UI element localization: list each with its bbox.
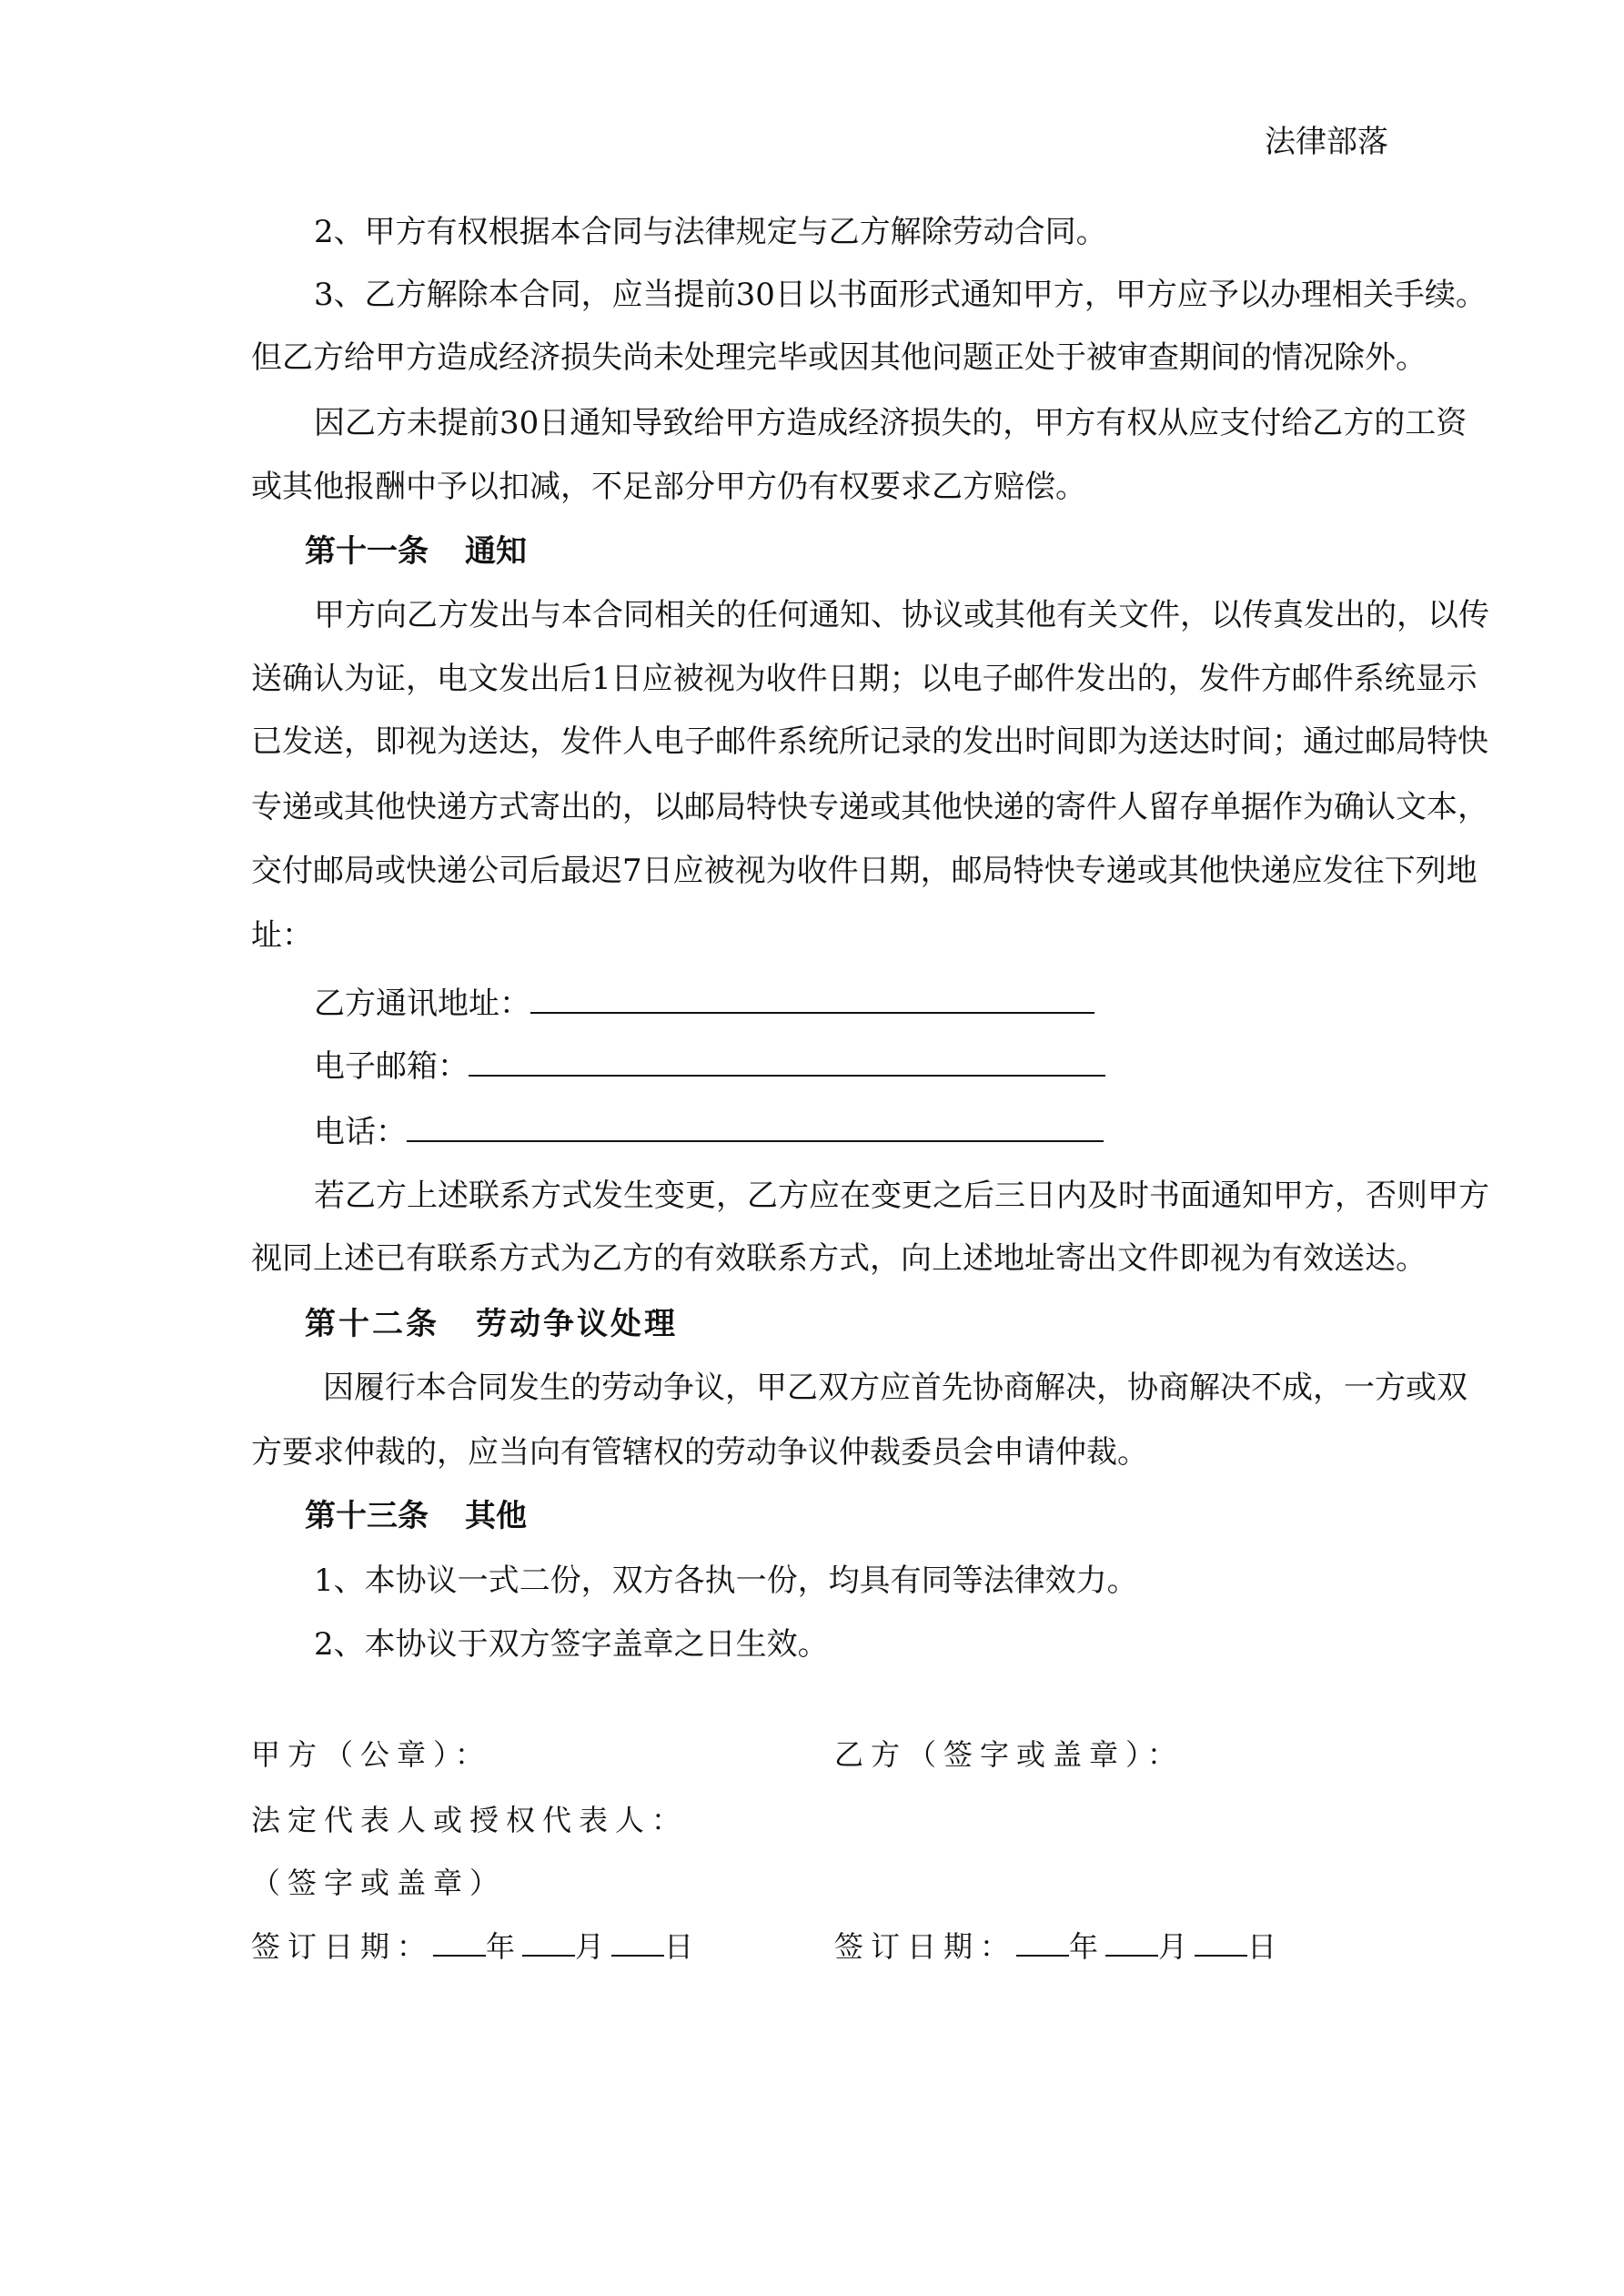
party-a-seal: 甲方（公章）： <box>251 1737 492 1772</box>
phone-label: 电话： <box>314 1114 407 1150</box>
party-a-date <box>251 1927 701 1967</box>
clause-title: 通知 <box>465 533 527 570</box>
clause10-para-line2: 或其他报酬中予以扣减，不足部分甲方仍有权要求乙方赔偿。 <box>251 469 1086 505</box>
clause12-heading <box>305 1304 1442 1344</box>
clause11-change-line1: 若乙方上述联系方式发生变更，乙方应在变更之后三日内及时书面通知甲方，否则甲方 <box>314 1178 1489 1214</box>
clause11-change-line2: 视同上述已有联系方式为乙方的有效联系方式，向上述地址寄出文件即视为有效送达。 <box>251 1240 1427 1277</box>
clause13-item1: 1、本协议一式二份，双方各执一份，均具有同等法律效力。 <box>314 1563 1138 1599</box>
representative-label: 法定代表人或授权代表人： <box>251 1803 689 1837</box>
day-blank[interactable] <box>611 1929 664 1957</box>
clause10-item2: 2、甲方有权根据本合同与法律规定与乙方解除劳动合同。 <box>314 214 1107 250</box>
month-label: 月 <box>575 1929 612 1964</box>
clause10-item3-line1: 3、乙方解除本合同，应当提前30日以书面形式通知甲方，甲方应予以办理相关手续。 <box>314 277 1487 313</box>
clause-number: 第十三条 <box>305 1498 429 1534</box>
day-label: 日 <box>1247 1929 1285 1964</box>
date-label: 签订日期： <box>251 1929 434 1964</box>
year-label: 年 <box>486 1929 523 1964</box>
clause12-line2: 方要求仲裁的，应当向有管辖权的劳动争议仲裁委员会申请仲裁。 <box>251 1434 1148 1471</box>
date-label: 签订日期： <box>834 1929 1017 1964</box>
clause-number: 第十一条 <box>305 533 429 570</box>
clause13-item2: 2、本协议于双方签字盖章之日生效。 <box>314 1626 829 1663</box>
header-brand: 法律部落 <box>1265 124 1388 160</box>
clause11-line1: 甲方向乙方发出与本合同相关的任何通知、协议或其他有关文件，以传真发出的，以传 <box>314 597 1489 633</box>
email-blank[interactable] <box>469 1047 1105 1077</box>
clause-title: 劳动争议处理 <box>476 1306 678 1342</box>
clause-title: 其他 <box>465 1498 527 1534</box>
year-blank[interactable] <box>1016 1929 1069 1957</box>
sign-or-seal: （签字或盖章） <box>251 1866 507 1900</box>
month-blank[interactable] <box>1105 1929 1158 1957</box>
month-blank[interactable] <box>522 1929 575 1957</box>
clause10-para-line1: 因乙方未提前30日通知导致给甲方造成经济损失的，甲方有权从应支付给乙方的工资 <box>314 405 1468 441</box>
address-label: 乙方通讯地址： <box>314 986 530 1022</box>
email-field[interactable] <box>314 1047 1388 1087</box>
clause13-heading <box>305 1496 1442 1536</box>
clause11-line5: 交付邮局或快递公司后最迟7日应被视为收件日期，邮局特快专递或其他快递应发往下列地 <box>251 853 1478 889</box>
email-label: 电子邮箱： <box>314 1048 469 1085</box>
phone-field[interactable] <box>314 1112 1388 1152</box>
clause11-line6: 址： <box>251 917 313 954</box>
party-b-date <box>834 1927 1284 1967</box>
clause12-line1: 因履行本合同发生的劳动争议，甲乙双方应首先协商解决，协商解决不成，一方或双 <box>323 1370 1468 1406</box>
clause11-line2: 送确认为证，电文发出后1日应被视为收件日期；以电子邮件发出的，发件方邮件系统显示 <box>251 661 1478 697</box>
phone-blank[interactable] <box>407 1113 1104 1142</box>
address-blank[interactable] <box>530 985 1094 1014</box>
clause11-line3: 已发送，即视为送达，发件人电子邮件系统所记录的发出时间即为送达时间；通过邮局特快 <box>251 723 1488 760</box>
year-label: 年 <box>1069 1929 1106 1964</box>
month-label: 月 <box>1158 1929 1195 1964</box>
year-blank[interactable] <box>433 1929 486 1957</box>
clause10-item3-line2: 但乙方给甲方造成经济损失尚未处理完毕或因其他问题正处于被审查期间的情况除外。 <box>251 339 1427 376</box>
clause11-line4: 专递或其他快递方式寄出的，以邮局特快专递或其他快递的寄件人留存单据作为确认文本， <box>251 789 1488 825</box>
clause-number: 第十二条 <box>305 1306 439 1342</box>
day-blank[interactable] <box>1195 1929 1247 1957</box>
day-label: 日 <box>664 1929 701 1964</box>
party-b-sign: 乙方（签字或盖章）： <box>834 1737 1185 1772</box>
address-field[interactable] <box>314 984 1388 1024</box>
clause11-heading <box>305 531 1442 571</box>
